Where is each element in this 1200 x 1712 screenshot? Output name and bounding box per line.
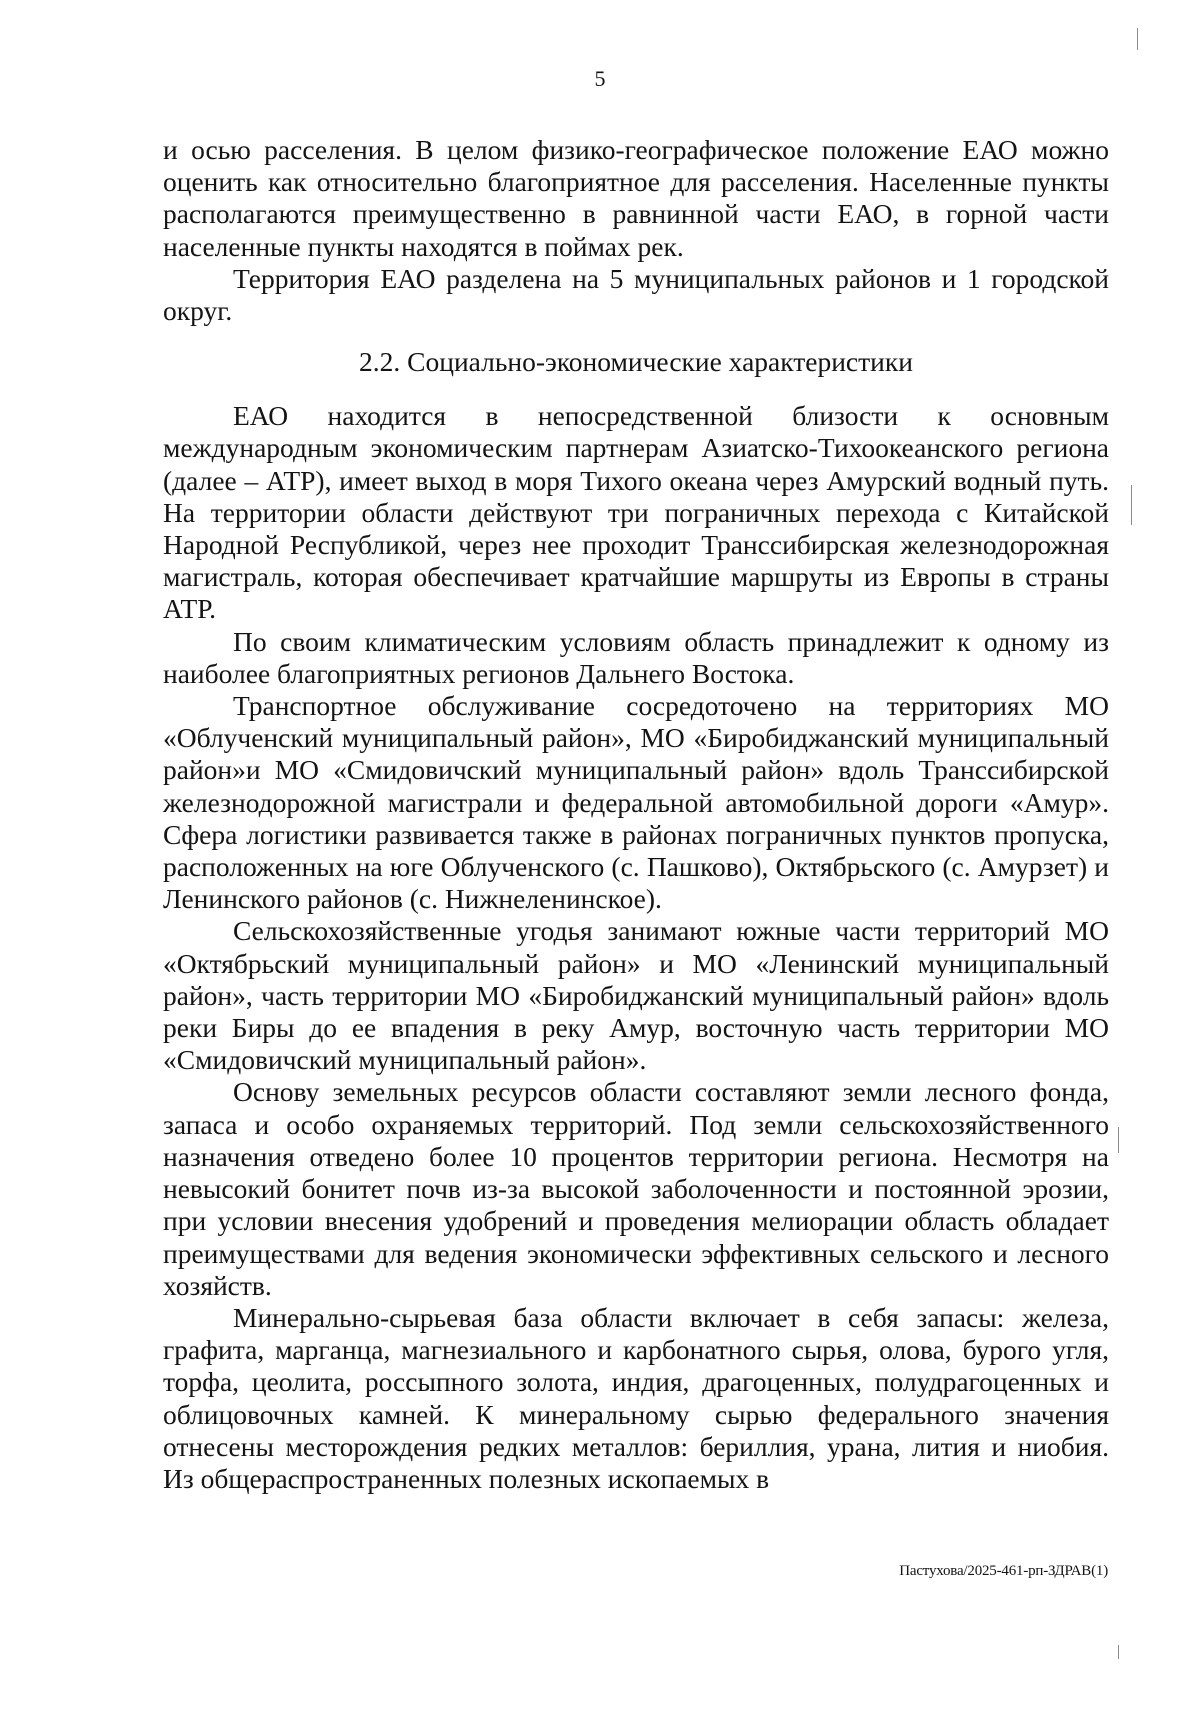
scan-edge-mark: [1118, 1127, 1119, 1153]
paragraph-climate: По своим климатическим условиям область принадлежит к одному из наиболее благоприятных регионов Дальнего Востока.: [163, 625, 1109, 689]
paragraph-land-resources: Основу земельных ресурсов области составляют земли лесного фонда, запаса и особо охраняемых территорий. Под земли сельскохозяйственного назначения отведено более 10 процентов территории региона. Несмотря на невысокий бонитет почв из-за высокой заболоченности и постоянной эрозии, при условии внесения удобрений и проведения мелиорации область обладает преимуществами для ведения экономически эффективных сельского и лесного хозяйств.: [163, 1076, 1109, 1301]
paragraph-transport: Транспортное обслуживание сосредоточено на территориях МО «Облученский муниципальный район», МО «Биробиджанский муниципальный район»и МО «Смидовичский муниципальный район» вдоль Транссибирской железнодорожной магистрали и федеральной автомобильной дороги «Амур». Сфера логистики развивается также в районах пограничных пунктов пропуска, расположенных на юге Облученского (с. Пашково), Октябрьского (с. Амурзет) и Ленинского районов (с. Нижнеленинское).: [163, 690, 1109, 915]
paragraph-agriculture: Сельскохозяйственные угодья занимают южные части территорий МО «Октябрьский муниципальный район» и МО «Ленинский муниципальный район», часть территории МО «Биробиджанский муниципальный район» вдоль реки Биры до ее впадения в реку Амур, восточную часть территории МО «Смидовичский муниципальный район».: [163, 915, 1109, 1076]
paragraph-territory: Территория ЕАО разделена на 5 муниципальных районов и 1 городской округ.: [163, 262, 1109, 327]
page-number: 5: [594, 66, 606, 91]
paragraph-location: ЕАО находится в непосредственной близости к основным международным экономическим партнерам Азиатско-Тихоокеанского региона (далее – АТР), имеет выход в моря Тихого океана через Амурский водный путь. На территории области действуют три пограничных перехода с Китайской Народной Республикой, через нее проходит Транссибирская железнодорожная магистраль, которая обеспечивает кратчайшие маршруты из Европы в страны АТР.: [163, 400, 1109, 625]
scan-edge-mark: [1137, 28, 1138, 50]
section-heading: 2.2. Социально-экономические характеристики: [359, 346, 913, 378]
document-code: Пастухова/2025-461-рп-ЗДРАВ(1): [899, 1563, 1108, 1579]
document-body: [163, 134, 1109, 1495]
paragraph-continued: и осью расселения. В целом физико-географическое положение ЕАО можно оценить как относительно благоприятное для расселения. Населенные пункты располагаются преимущественно в равнинной части ЕАО, в горной части населенные пункты находятся в поймах рек.: [163, 134, 1109, 262]
scan-edge-mark: [1131, 485, 1132, 525]
paragraph-mineral-base: Минерально-сырьевая база области включает в себя запасы: железа, графита, марганца, магнезиального и карбонатного сырья, олова, бурого угля, торфа, цеолита, россыпного золота, индия, драгоценных, полудрагоценных и облицовочных камней. К минеральному сырью федерального значения отнесены месторождения редких металлов: бериллия, урана, лития и ниобия. Из общераспространенных полезных ископаемых в: [163, 1301, 1109, 1494]
scan-edge-mark: [1118, 1645, 1119, 1659]
